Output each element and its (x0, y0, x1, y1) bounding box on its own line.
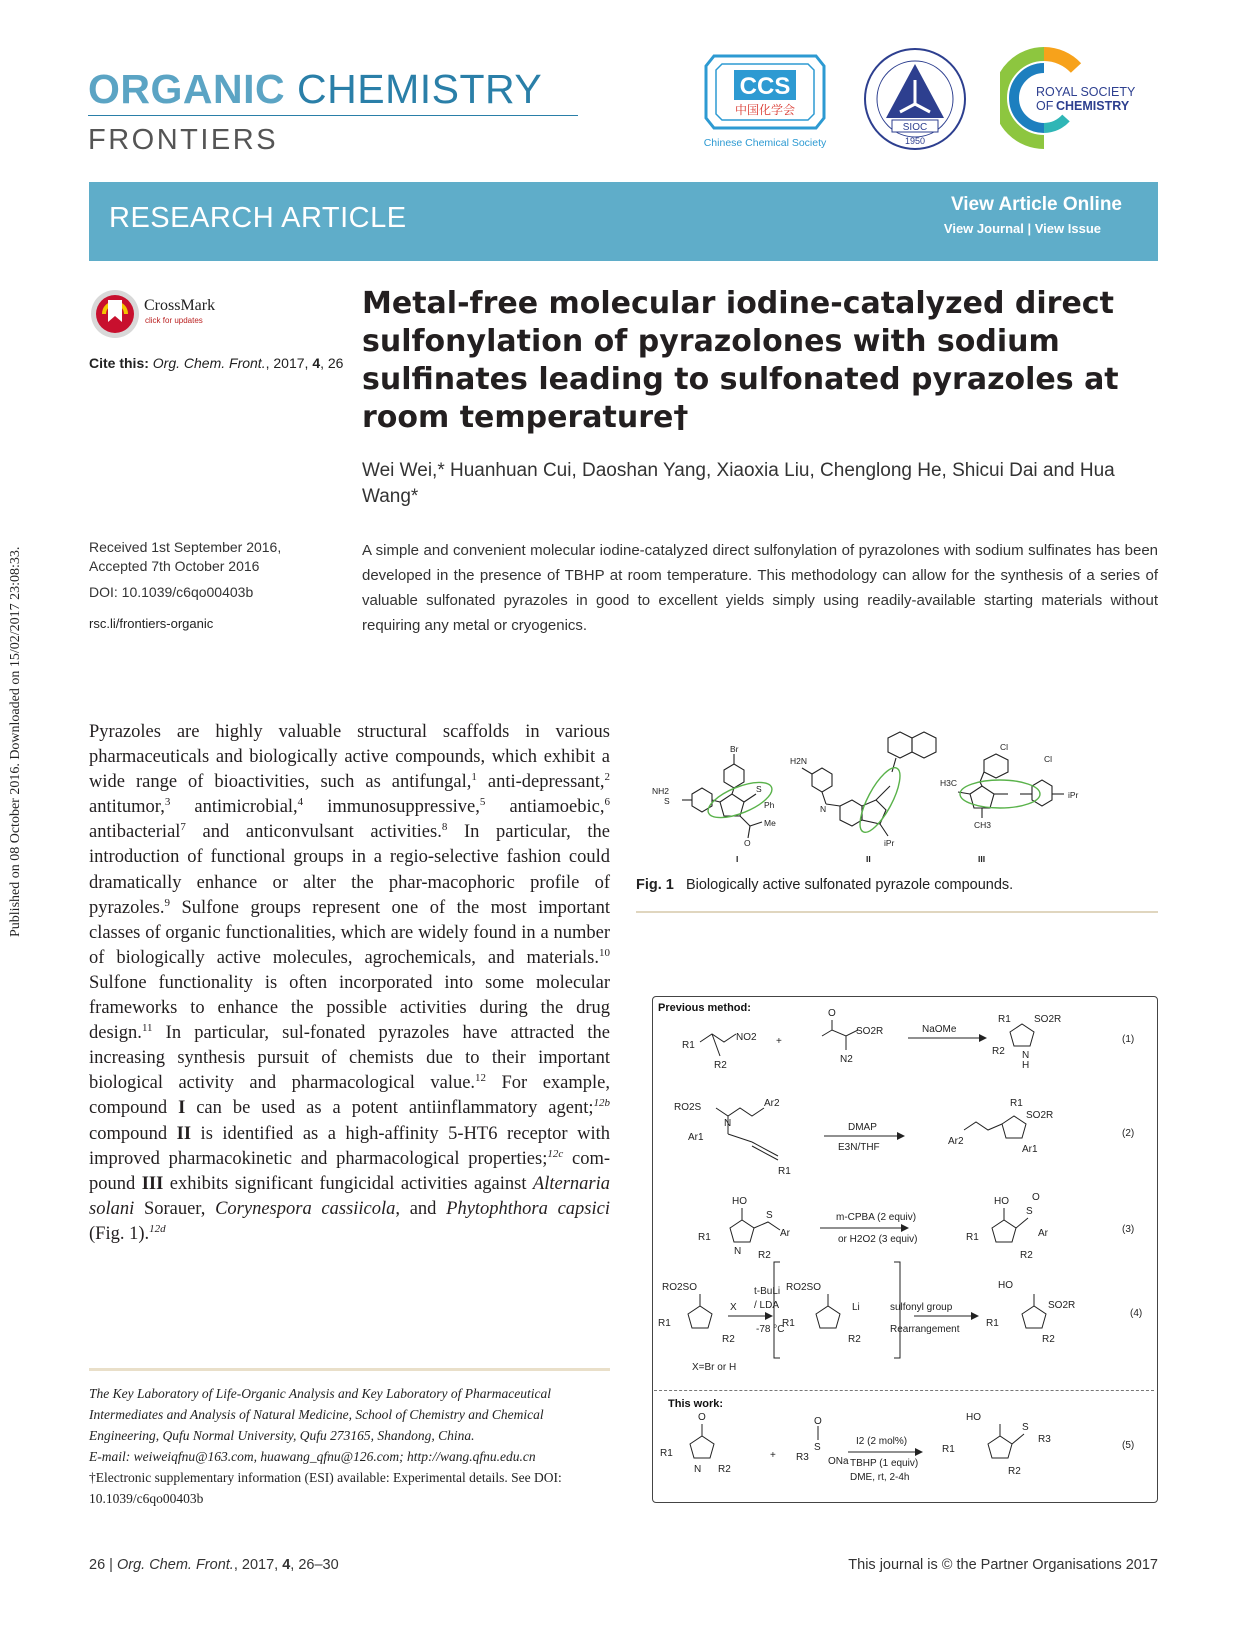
footer-journal: Org. Chem. Front. (116, 1557, 234, 1573)
eq5-condition-3: DME, rt, 2-4h (850, 1472, 910, 1483)
eq5-prod-r1: R1 (942, 1444, 955, 1455)
eq3-s: S (766, 1210, 773, 1221)
crossmark-label[interactable]: CrossMark (144, 297, 216, 314)
eq3-prod-o: O (1032, 1192, 1040, 1203)
eq5-prod-r3: R3 (1038, 1434, 1051, 1445)
rsc-logo-icon (1000, 46, 1160, 150)
eq4-int-r2: R2 (848, 1334, 861, 1345)
article-authors: Wei Wei,* Huanhuan Cui, Daoshan Yang, Xiaoxia Liu, Chenglong He, Shicui Dai and Hua Wang* (362, 460, 1115, 507)
eq4-condition-3: -78 °C (756, 1324, 785, 1335)
rsc-line1: ROYAL SOCIETY (1036, 85, 1136, 99)
eq2-prod-ar2: Ar2 (948, 1136, 964, 1147)
eq2-ar1: Ar1 (688, 1132, 704, 1143)
eq3-prod-s: S (1026, 1206, 1033, 1217)
fig1-cl-label-1: Cl (1000, 742, 1009, 752)
article-type: RESEARCH ARTICLE (109, 202, 407, 234)
eq2-condition-1: DMAP (848, 1122, 877, 1133)
eq5-r1: R1 (660, 1448, 673, 1459)
eq2-prod-so2r: SO2R (1026, 1110, 1054, 1121)
fig1-compound-III-label: III (978, 854, 986, 864)
eq3-prod-r1: R1 (966, 1232, 979, 1243)
eq4-ro2so: RO2SO (662, 1282, 698, 1293)
article-type-banner (89, 182, 1158, 261)
eq1-no2: NO2 (736, 1032, 757, 1043)
cite-page: , 26 (320, 355, 344, 371)
eq1-prod-r1: R1 (998, 1014, 1011, 1025)
figure-1-caption-label: Fig. 1 (636, 877, 674, 893)
fig1-ch3-label: CH3 (974, 820, 992, 830)
eq3-condition-2: or H2O2 (3 equiv) (838, 1234, 918, 1245)
eq4-r1: R1 (658, 1318, 671, 1329)
crossmark-sublabel[interactable]: click for updates (145, 316, 203, 325)
eq4-x-note: X=Br or H (692, 1362, 737, 1373)
rsc-line2-chemistry: CHEMISTRY (1056, 99, 1130, 113)
sioc-name: SIOC (902, 122, 928, 133)
eq3-r2: R2 (758, 1250, 771, 1261)
eq3-r1: R1 (698, 1232, 711, 1243)
fig1-h3c-label: H3C (940, 778, 958, 788)
cite-this (89, 354, 349, 373)
eq4-prod-r2: R2 (1042, 1334, 1055, 1345)
footnote-esi: †Electronic supplementary information (ESI) available: Experimental details. See DOI: 10.1039/c6qo00403b (89, 1470, 562, 1506)
eq1-prod-n: N (1022, 1050, 1030, 1061)
fig1-cl-label-2: Cl (1044, 754, 1053, 764)
eq5-prod-ho: HO (966, 1412, 981, 1423)
footnote-email[interactable]: E-mail: weiweiqfnu@163.com, huawang_qfnu@126.com; http://wang.qfnu.edu.cn (89, 1449, 536, 1464)
journal-word-organic: ORGANIC (88, 66, 286, 112)
eq4-int-ro2so: RO2SO (786, 1282, 822, 1293)
eq4-condition-5: Rearrangement (890, 1324, 960, 1335)
eq4-prod-so2r: SO2R (1048, 1300, 1076, 1311)
eq5-o: O (698, 1412, 706, 1423)
eq3-ar: Ar (780, 1228, 790, 1239)
figure-1-rule (636, 911, 1158, 913)
cite-journal: Org. Chem. Front. (152, 355, 266, 371)
fig1-o-label: O (744, 838, 751, 848)
footer-pages: , 26–30 (290, 1557, 339, 1573)
figure-1-caption (636, 877, 1013, 893)
eq4-condition-4: sulfonyl group (890, 1302, 953, 1313)
cite-label: Cite this: (89, 355, 149, 371)
eq2-condition-2: E3N/THF (838, 1142, 880, 1153)
eq3-prod-r2: R2 (1020, 1250, 1033, 1261)
journal-word-frontiers: FRONTIERS (88, 124, 279, 156)
eq1-o: O (828, 1008, 836, 1019)
footer-volume: 4 (282, 1557, 291, 1573)
eq1-n2: N2 (840, 1054, 853, 1065)
eq2-ro2s: RO2S (674, 1102, 702, 1113)
eq3-n: N (734, 1246, 742, 1257)
cite-year: , 2017, (265, 355, 309, 371)
eq3-prod-ho: HO (994, 1196, 1009, 1207)
eq1-prod-r2: R2 (992, 1046, 1005, 1057)
fig1-compound-II-label: II (866, 854, 871, 864)
received-date: Received 1st September 2016, (89, 539, 282, 555)
sioc-year: 1950 (904, 136, 926, 146)
footnote-affiliation: The Key Laboratory of Life-Organic Analysis and Key Laboratory of Pharmaceutical Intermediates and Analysis of Natural Medicine, School of Chemistry and Chemical Engineering, Qufu Normal University, Qufu 273165, Shandong, China. (89, 1386, 551, 1443)
fig1-so2-label: S (756, 784, 762, 794)
page-footer-left (89, 1557, 339, 1573)
eq4-prod-r1: R1 (986, 1318, 999, 1329)
accepted-date: Accepted 7th October 2016 (89, 558, 260, 574)
eq3-number: (3) (1122, 1224, 1135, 1235)
journal-word-chemistry: CHEMISTRY (297, 66, 543, 112)
received-dates (89, 538, 349, 576)
doi[interactable]: DOI: 10.1039/c6qo00403b (89, 584, 254, 600)
eq1-plus: + (776, 1036, 782, 1047)
eq5-number: (5) (1122, 1440, 1135, 1451)
eq2-n: N (724, 1118, 732, 1129)
fig1-s-label: S (664, 796, 670, 806)
eq2-number: (2) (1122, 1128, 1135, 1139)
eq1-condition: NaOMe (922, 1024, 957, 1035)
page-footer-copyright: This journal is © the Partner Organisations 2017 (848, 1557, 1158, 1573)
ccs-logo-icon (700, 50, 830, 154)
eq2-prod-ar1: Ar1 (1022, 1144, 1038, 1155)
view-issue-link[interactable]: View Issue (1034, 221, 1101, 236)
ccs-abbr: CCS (739, 73, 791, 100)
banner-separator: | (1027, 221, 1032, 236)
eq1-prod-so2r: SO2R (1034, 1014, 1062, 1025)
eq5-plus: + (770, 1450, 776, 1461)
journal-title-rule (88, 115, 578, 116)
figure-1-caption-text: Biologically active sulfonated pyrazole compounds. (685, 877, 1014, 893)
page-number: 26 (89, 1557, 106, 1573)
reaction-scheme-drawing (652, 996, 1158, 1503)
figure-1-structures (640, 722, 1160, 872)
eq4-int-li: Li (852, 1302, 860, 1313)
fig1-h2n-label: H2N (790, 756, 808, 766)
eq4-condition-1: t-BuLi (754, 1286, 781, 1297)
eq4-number: (4) (1130, 1308, 1143, 1319)
eq5-prod-s: S (1022, 1422, 1029, 1433)
fig1-nh2-label: NH2 (652, 786, 670, 796)
eq1-so2r: SO2R (856, 1026, 884, 1037)
eq2-r1: R1 (778, 1166, 791, 1177)
fig1-br-label: Br (730, 744, 739, 754)
eq4-prod-ho: HO (998, 1280, 1013, 1291)
eq5-sulfinate-o: O (814, 1416, 822, 1427)
eq4-condition-2: / LDA (754, 1300, 780, 1311)
eq5-r2: R2 (718, 1464, 731, 1475)
fig1-compound-I-label: I (736, 854, 739, 864)
footnote-rule (89, 1368, 610, 1371)
eq1-r1: R1 (682, 1040, 695, 1051)
body-paragraph: Pyrazoles are highly valuable structural scaffolds in various pharmaceuticals and biologically active compounds, which exhibit a wide range of bioactivities, such as antifungal,$^1$ anti-depressant,$^2$ antitumor,$^3$ antimicrobial,$^4$ immunosuppressive,$^5$ antiamoebic,$^6$ antibacterial$^7$ and anticonvulsant activities.$^8$ In particular, the introduction of functional groups in a regio-selective fashion could dramatically enhance or alter the phar-macophoric profile of pyrazoles.$^9$ Sulfone groups represent one of the most important classes of organic functionalities, which are widely found in a number of biologically active molecules, agrochemicals, and materials.$^{10}$ Sulfone functionality is often incorporated into some molecular frameworks to enhance the possible activities during the drug design.$^{11}$ In particular, sul-fonated pyrazoles have attracted the increasing synthesis pursuit of chemists due to their important biological activity and pharmacological value.$^{12}$ For example, compound I can be used as a potent antiinflammatory agent;$^{12b}$ compound II is identified as a high-affinity 5-HT6 receptor with improved pharmacokinetic and pharmacological properties;$^{12c}$ com-pound III exhibits significant fungicidal activities against Alternaria solani Sorauer, Corynespora cassiicola, and Phytophthora capsici (Fig. 1).$^{12d}$ (89, 722, 611, 1244)
sioc-logo-icon (862, 46, 968, 152)
scheme-previous-label: Previous method: (658, 1002, 751, 1014)
eq2-prod-r1: R1 (1010, 1098, 1023, 1109)
footnotes (89, 1383, 610, 1509)
eq5-r3: R3 (796, 1452, 809, 1463)
fig1-n-label: N (820, 804, 827, 814)
article-abstract: A simple and convenient molecular iodine-catalyzed direct sulfonylation of pyrazolones with sodium sulfinates has been developed in the presence of TBHP at room temperature. This methodology can allow for the synthesis of a series of valuable sulfonated pyrazoles in good to excellent yields simply using readily-available starting materials without requiring any metal or cryogenics. (362, 542, 1158, 634)
eq5-condition-1: I2 (2 mol%) (856, 1436, 908, 1447)
scheme-this-work-label: This work: (668, 1398, 724, 1410)
ccs-english-name: Chinese Chemical Society (703, 137, 827, 149)
fig1-ph-label: Ph (764, 800, 775, 810)
fig1-me-label: Me (764, 818, 776, 828)
eq2-ar2: Ar2 (764, 1098, 780, 1109)
footer-separator: | (109, 1557, 113, 1573)
publication-notice: Published on 08 October 2016. Downloaded on 15/02/2017 23:08:33. (8, 546, 23, 937)
view-journal-link[interactable]: View Journal (943, 221, 1024, 236)
eq4-int-r1: R1 (782, 1318, 795, 1329)
ccs-chinese-name: 中国化学会 (734, 103, 796, 117)
eq4-x: X (730, 1302, 737, 1313)
eq5-condition-2: TBHP (1 equiv) (850, 1458, 919, 1469)
footer-year: , 2017, (233, 1557, 283, 1573)
eq3-ho: HO (732, 1196, 747, 1207)
journal-link[interactable]: rsc.li/frontiers-organic (89, 616, 214, 631)
eq5-prod-r2: R2 (1008, 1466, 1021, 1477)
eq3-condition-1: m-CPBA (2 equiv) (836, 1212, 917, 1223)
eq5-n: N (694, 1464, 702, 1475)
view-article-online-link[interactable]: View Article Online (950, 194, 1122, 215)
fig1-ipr-label-3: iPr (1068, 790, 1079, 800)
journal-title (88, 66, 542, 113)
eq5-ona: ONa (828, 1456, 849, 1467)
eq1-prod-h: H (1022, 1060, 1030, 1071)
eq1-number: (1) (1122, 1034, 1135, 1045)
eq1-r2: R2 (714, 1060, 727, 1071)
eq4-r2: R2 (722, 1334, 735, 1345)
eq3-prod-ar: Ar (1038, 1228, 1048, 1239)
rsc-line2-of: OF (1036, 99, 1054, 113)
fig1-ipr-label-2: iPr (884, 838, 895, 848)
banner-sub-links (944, 221, 1101, 236)
article-title: Metal-free molecular iodine-catalyzed direct sulfonylation of pyrazolones with sodium sulfinates leading to sulfonated pyrazoles at room temperature† (362, 286, 1119, 435)
cite-volume: 4 (312, 355, 321, 371)
eq5-s: S (814, 1442, 821, 1453)
